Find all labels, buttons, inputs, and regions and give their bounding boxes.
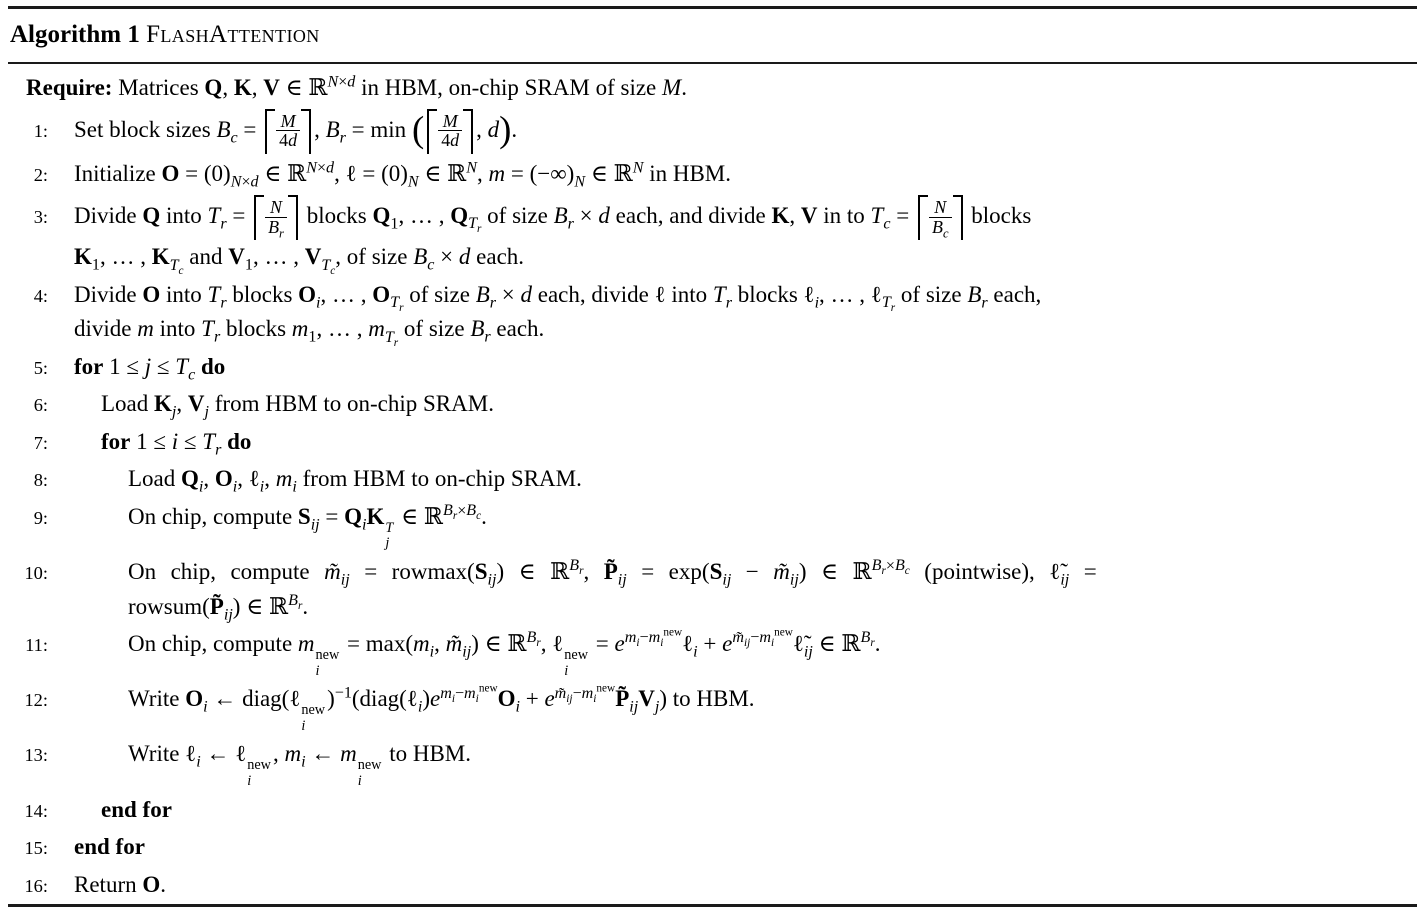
line-content: On chip, compute $S_{ij} = Q_iK$ T j ∈ ℝ$^{B_r\times B_c}$. [128,502,487,552]
algorithm-line [8,193,1417,276]
algorithm-line [8,423,1417,461]
line-content: Load $K_j$, $V_j$ from HBM to on-chip SRAM. [101,391,494,421]
line-content: Initialize $O = (0)_{N\times d}$ ∈ ℝ$^{N\times d}$, ℓ = $(0)_N$ ∈ ℝ$^N$, $m = (-\infty)_N$ ∈ ℝ$^N$ in HBM. [74,159,732,191]
line-number: 6: [33,395,48,416]
line-content: end for [101,796,172,822]
line-content: On chip, compute $m̃_{ij} = rowmax(S_{ij})$ ∈ ℝ$^{B_r}$, $P̃_{ij} = \exp(S_{ij}$ − $m̃_{ij}$) ∈ ℝ$^{B_r\times B_c}$ (pointwise), $\ell̃_{ij}$ = $rowsum(P̃_{ij})$ ∈ ℝ$^{B_r}$. [128,557,1097,624]
line-number: 11: [25,635,48,656]
line-content: for $1 \le i \le T_r$ do [101,428,252,459]
line-number: 8: [33,470,48,491]
line-content: On chip, compute m new i = $\max(m_i$, $m̃_{ij}$) ∈ ℝ$^{B_r}$, ℓ new i = $e^{m_i-m_i^{new}}\ell_i$ + $e^{m̃_{ij}-m_i^{new}}\ell̃_{ij}$ ∈ ℝ$^{B_r}$. [128,627,881,679]
line-content: Write ℓ$_i$ ← ℓ new i , $m_i$ ← m new i to HBM. [128,741,471,789]
algorithm-line [8,498,1417,553]
line-content: Write $O_i$ ← diag(ℓ new i )$^{-1}(diag(\ell_i)e^{m_i-m_i^{new}}O_i$ + $e^{m̃_{ij}-m_i^{new}}P̃_{ij}V_j$) to HBM. [128,682,755,734]
require-line [8,69,1417,108]
algorithm-line [8,866,1417,904]
algorithm-line [8,554,1417,626]
algorithm-title-label: Algorithm 1 [10,21,140,48]
line-number: 7: [33,432,48,453]
require-content: Matrices Q, K, V ∈ ℝ$^{N\times d}$ in HBM, on-chip SRAM of size M. [118,72,687,100]
algorithm-lines [8,107,1417,904]
line-number: 10: [24,563,48,584]
algorithm-line [8,829,1417,867]
algorithm-title-name: FlashAttention [146,21,320,48]
line-number: 15: [24,838,48,859]
line-number: 9: [33,507,48,528]
algorithm-line [8,386,1417,424]
line-content: for $1 \le j \le T_c$ do [74,353,226,384]
algorithm-line [8,626,1417,681]
line-content: Divide Q into $T_r$ = $\frac{N}{B_r}$ blocks $Q_1$, … , $Q_{T_r}$ of size $B_r \times d$ each, and divide K, V in to $T_c$ = $\frac{N}{B_c}$ blocks $K_1$, … , $K_{T_c}$ and $V_1$, … , $V_{T_c}$, of size $B_c \times d$ each. [60,195,1417,275]
line-number: 14: [24,800,48,821]
algorithm-body [8,64,1417,904]
line-number: 16: [24,875,48,896]
algorithm-line [8,791,1417,829]
line-content: Load $Q_i$, $O_i$, ℓ$_i$, $m_i$ from HBM to on-chip SRAM. [128,466,582,496]
algorithm-line [8,156,1417,194]
line-content: end for [74,834,145,860]
line-content: Return O. [74,871,166,897]
bottom-rule [8,904,1417,907]
line-number: 3: [33,206,48,227]
algorithm-line [8,107,1417,156]
algorithm-line [8,681,1417,736]
line-number: 1: [33,120,48,141]
algorithm-line [8,276,1417,348]
line-content: Set block sizes $B_c$ = $\frac{M}{4d}$ , $B_r = \min$ ( $\frac{M}{4d}$ , d). [60,109,1417,155]
algorithm-line [8,461,1417,499]
algorithm-line [8,736,1417,791]
line-number: 2: [33,165,48,186]
line-number: 4: [33,285,48,306]
algorithm-line [8,348,1417,386]
line-number: 13: [24,745,48,766]
require-label: Require: [26,74,113,100]
line-number: 5: [33,357,48,378]
line-content: Divide O into $T_r$ blocks $O_i$, … , $O_{T_r}$ of size $B_r \times d$ each, divide ℓ into $T_r$ blocks ℓ$_i$, … , ℓ$_{T_r}$ of size $B_r$ each, divide m into $T_r$ blocks $m_1$, … , $m_{T_r}$ of size $B_r$ each. [74,281,1042,350]
line-number: 12: [24,690,48,711]
algorithm-title [8,9,1417,62]
